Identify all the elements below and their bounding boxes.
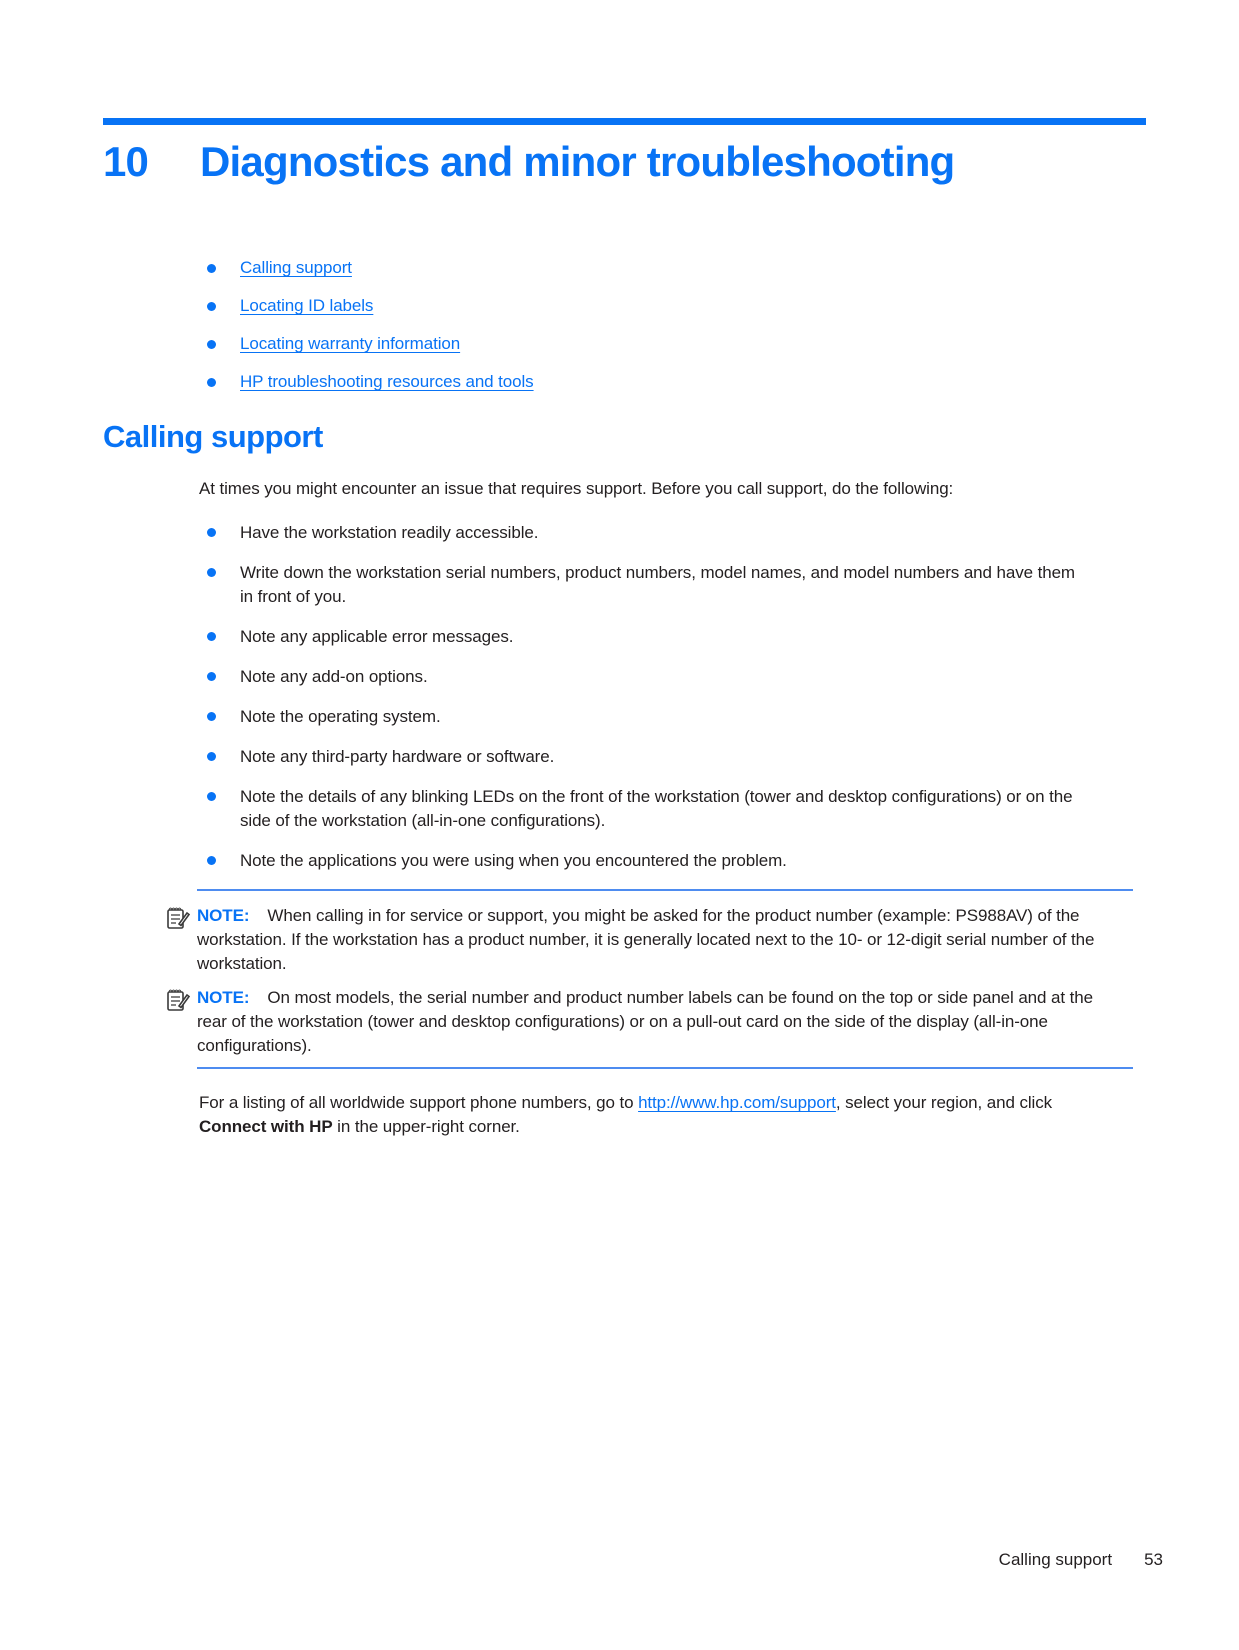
chapter-toc bbox=[103, 257, 1146, 393]
closing-text-before-link: For a listing of all worldwide support phone numbers, go to bbox=[199, 1093, 639, 1113]
list-item bbox=[207, 665, 1087, 689]
note-block bbox=[166, 986, 1136, 1058]
note-label: NOTE: bbox=[197, 906, 250, 926]
note-text: When calling in for service or support, you might be asked for the product number (example: PS988AV) of the workstation. If the workstation has a product number, it is generally located next to the 10- or 12-digit serial number of the workstation. bbox=[197, 906, 1095, 974]
toc-link-calling-support[interactable]: Calling support bbox=[240, 258, 352, 278]
chapter-title: Diagnostics and minor troubleshooting bbox=[200, 138, 955, 185]
list-item bbox=[207, 295, 1146, 317]
support-checklist bbox=[103, 521, 1146, 873]
toc-link-locating-id-labels[interactable]: Locating ID labels bbox=[240, 296, 374, 316]
note-text: On most models, the serial number and product number labels can be found on the top or side panel and at the rear of the workstation (tower and desktop configurations) or on a pull-out card on the side of the display (all-in-one configurations). bbox=[197, 988, 1093, 1056]
chapter-rule bbox=[103, 118, 1146, 125]
page-footer bbox=[999, 1550, 1163, 1570]
list-item bbox=[207, 625, 1087, 649]
list-item bbox=[207, 705, 1087, 729]
note-divider bbox=[197, 889, 1133, 891]
toc-link-locating-warranty-information[interactable]: Locating warranty information bbox=[240, 334, 461, 354]
closing-paragraph bbox=[199, 1091, 1089, 1139]
list-item bbox=[207, 333, 1146, 355]
list-item-text: Note any applicable error messages. bbox=[240, 627, 514, 647]
hp-support-link[interactable]: http://www.hp.com/support bbox=[638, 1093, 836, 1113]
chapter-number: 10 bbox=[103, 138, 149, 185]
list-item bbox=[207, 521, 1087, 545]
list-item-text: Note the details of any blinking LEDs on the front of the workstation (tower and desktop configurations) or on the side of the workstation (all-in-one configurations). bbox=[240, 787, 1073, 831]
closing-text-after-link: , select your region, and click bbox=[835, 1093, 1053, 1113]
list-item bbox=[207, 561, 1087, 609]
list-item-text: Note any third-party hardware or software. bbox=[240, 747, 555, 767]
list-item-text: Write down the workstation serial numbers, product numbers, model names, and model numbers and have them in front of you. bbox=[240, 563, 1075, 607]
list-item bbox=[207, 371, 1146, 393]
note-icon bbox=[166, 987, 190, 1013]
intro-paragraph: At times you might encounter an issue that requires support. Before you call support, do the following: bbox=[199, 479, 954, 499]
note-icon bbox=[166, 905, 190, 931]
list-item bbox=[207, 257, 1146, 279]
list-item-text: Have the workstation readily accessible. bbox=[240, 523, 539, 543]
footer-page-number: 53 bbox=[1144, 1550, 1163, 1569]
note-paragraph bbox=[197, 986, 1102, 1058]
footer-section-label: Calling support bbox=[998, 1550, 1113, 1569]
connect-with-hp-bold: Connect with HP bbox=[199, 1117, 333, 1137]
toc-link-hp-troubleshooting-resources[interactable]: HP troubleshooting resources and tools bbox=[240, 372, 534, 392]
list-item-text: Note the applications you were using when you encountered the problem. bbox=[240, 851, 787, 871]
closing-text-after-bold: in the upper-right corner. bbox=[332, 1117, 520, 1137]
list-item bbox=[207, 745, 1087, 769]
note-paragraph bbox=[197, 904, 1102, 976]
note-divider bbox=[197, 1067, 1133, 1069]
list-item-text: Note any add-on options. bbox=[240, 667, 428, 687]
note-block bbox=[166, 904, 1136, 976]
list-item-text: Note the operating system. bbox=[240, 707, 441, 727]
section-title: Calling support bbox=[103, 419, 323, 455]
list-item bbox=[207, 785, 1087, 833]
chapter-heading bbox=[103, 139, 1146, 185]
list-item bbox=[207, 849, 1087, 873]
note-label: NOTE: bbox=[197, 988, 250, 1008]
note-group bbox=[166, 889, 1136, 1069]
